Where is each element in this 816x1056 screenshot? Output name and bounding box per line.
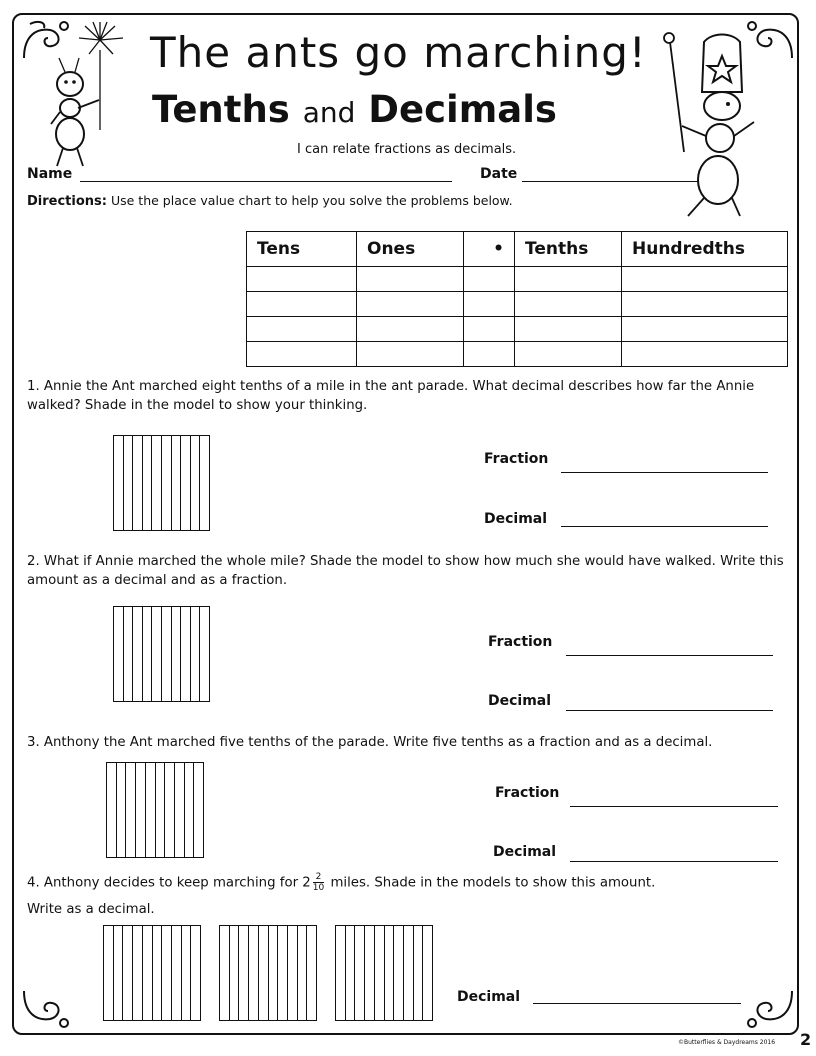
tenths-model-q4-first[interactable]: [103, 925, 201, 1021]
copyright-notice: ©Butterflies & Daydreams 2016: [678, 1039, 776, 1046]
fraction-denominator: 10: [312, 883, 325, 893]
place-value-row: [247, 267, 788, 292]
question-2-text: 2. What if Annie marched the whole mile? Shade the model to show how much she would have walked. Write this amount as a decimal and as a fraction.: [27, 554, 784, 588]
q3-decimal-label: Decimal: [493, 844, 557, 860]
place-value-cell[interactable]: [247, 292, 357, 317]
header-decimal-point: •: [464, 232, 515, 267]
place-value-row: [247, 292, 788, 317]
tenths-model-q1[interactable]: [113, 435, 210, 531]
date-field[interactable]: [522, 181, 698, 182]
fraction-numerator: 2: [313, 872, 324, 883]
question-4-text: [27, 872, 789, 893]
place-value-cell[interactable]: [247, 342, 357, 367]
place-value-cell[interactable]: [464, 292, 515, 317]
title-word-decimals: Decimals: [368, 88, 557, 131]
q3-decimal-answer-line[interactable]: [570, 861, 778, 862]
place-value-row: [247, 317, 788, 342]
place-value-cell[interactable]: [464, 317, 515, 342]
header-hundredths: Hundredths: [622, 232, 788, 267]
place-value-header-row: [247, 232, 788, 267]
header-ones: Ones: [357, 232, 464, 267]
place-value-cell[interactable]: [622, 342, 788, 367]
place-value-cell[interactable]: [515, 267, 622, 292]
q2-fraction-label: Fraction: [488, 634, 553, 650]
q3-fraction-label: Fraction: [495, 785, 560, 801]
place-value-chart: [246, 231, 788, 367]
title-word-tenths: Tenths: [152, 88, 290, 131]
directions: [27, 193, 513, 209]
header-tenths: Tenths: [515, 232, 622, 267]
place-value-cell[interactable]: [464, 267, 515, 292]
worksheet-subtitle-heading: [152, 88, 557, 131]
q1-decimal-label: Decimal: [484, 511, 548, 527]
tenths-model-q3[interactable]: [106, 762, 204, 858]
tenths-model-q4-third[interactable]: [335, 925, 433, 1021]
place-value-row: [247, 342, 788, 367]
question-4-line-2: Write as a decimal.: [27, 902, 155, 917]
title-word-and: and: [302, 96, 356, 129]
corner-swirl-bottom-left-icon: [16, 985, 76, 1033]
place-value-cell[interactable]: [515, 292, 622, 317]
question-4-text-end: miles. Shade in the models to show this amount.: [330, 875, 656, 891]
corner-swirl-bottom-right-icon: [740, 985, 800, 1033]
place-value-cell[interactable]: [357, 317, 464, 342]
place-value-cell[interactable]: [247, 317, 357, 342]
place-value-cell[interactable]: [357, 267, 464, 292]
q1-fraction-label: Fraction: [484, 451, 549, 467]
directions-text: Use the place value chart to help you solve the problems below.: [110, 193, 513, 208]
worksheet-title: The ants go marching!: [150, 28, 647, 77]
place-value-cell[interactable]: [622, 267, 788, 292]
name-label: Name: [27, 166, 73, 182]
page-number: 2: [800, 1030, 812, 1049]
mixed-number-fraction: [313, 872, 324, 893]
q1-decimal-answer-line[interactable]: [561, 526, 768, 527]
q1-fraction-answer-line[interactable]: [561, 472, 768, 473]
question-3-text: 3. Anthony the Ant marched five tenths of the parade. Write five tenths as a fraction and as a decimal.: [27, 735, 713, 750]
place-value-cell[interactable]: [357, 292, 464, 317]
ant-with-sparkler-icon: [45, 20, 135, 170]
header-tens: Tens: [247, 232, 357, 267]
q4-decimal-label: Decimal: [457, 989, 521, 1005]
question-1-text: 1. Annie the Ant marched eight tenths of a mile in the ant parade. What decimal describes how far the Annie walked? Shade in the model to show your thinking.: [27, 379, 755, 413]
q2-decimal-answer-line[interactable]: [566, 710, 773, 711]
place-value-cell[interactable]: [622, 292, 788, 317]
directions-label: Directions:: [27, 194, 107, 209]
q3-fraction-answer-line[interactable]: [570, 806, 778, 807]
tenths-model-q4-second[interactable]: [219, 925, 317, 1021]
q4-decimal-answer-line[interactable]: [533, 1003, 741, 1004]
place-value-cell[interactable]: [464, 342, 515, 367]
place-value-cell[interactable]: [247, 267, 357, 292]
tenths-model-q2[interactable]: [113, 606, 210, 702]
ant-drum-major-icon: [660, 22, 770, 222]
name-field[interactable]: [80, 181, 452, 182]
question-4-text-start: 4. Anthony decides to keep marching for 2: [27, 875, 311, 891]
place-value-cell[interactable]: [515, 317, 622, 342]
place-value-cell[interactable]: [622, 317, 788, 342]
place-value-cell[interactable]: [515, 342, 622, 367]
q2-decimal-label: Decimal: [488, 693, 552, 709]
q2-fraction-answer-line[interactable]: [566, 655, 773, 656]
date-label: Date: [480, 166, 518, 182]
place-value-cell[interactable]: [357, 342, 464, 367]
learning-target: I can relate fractions as decimals.: [297, 142, 517, 157]
